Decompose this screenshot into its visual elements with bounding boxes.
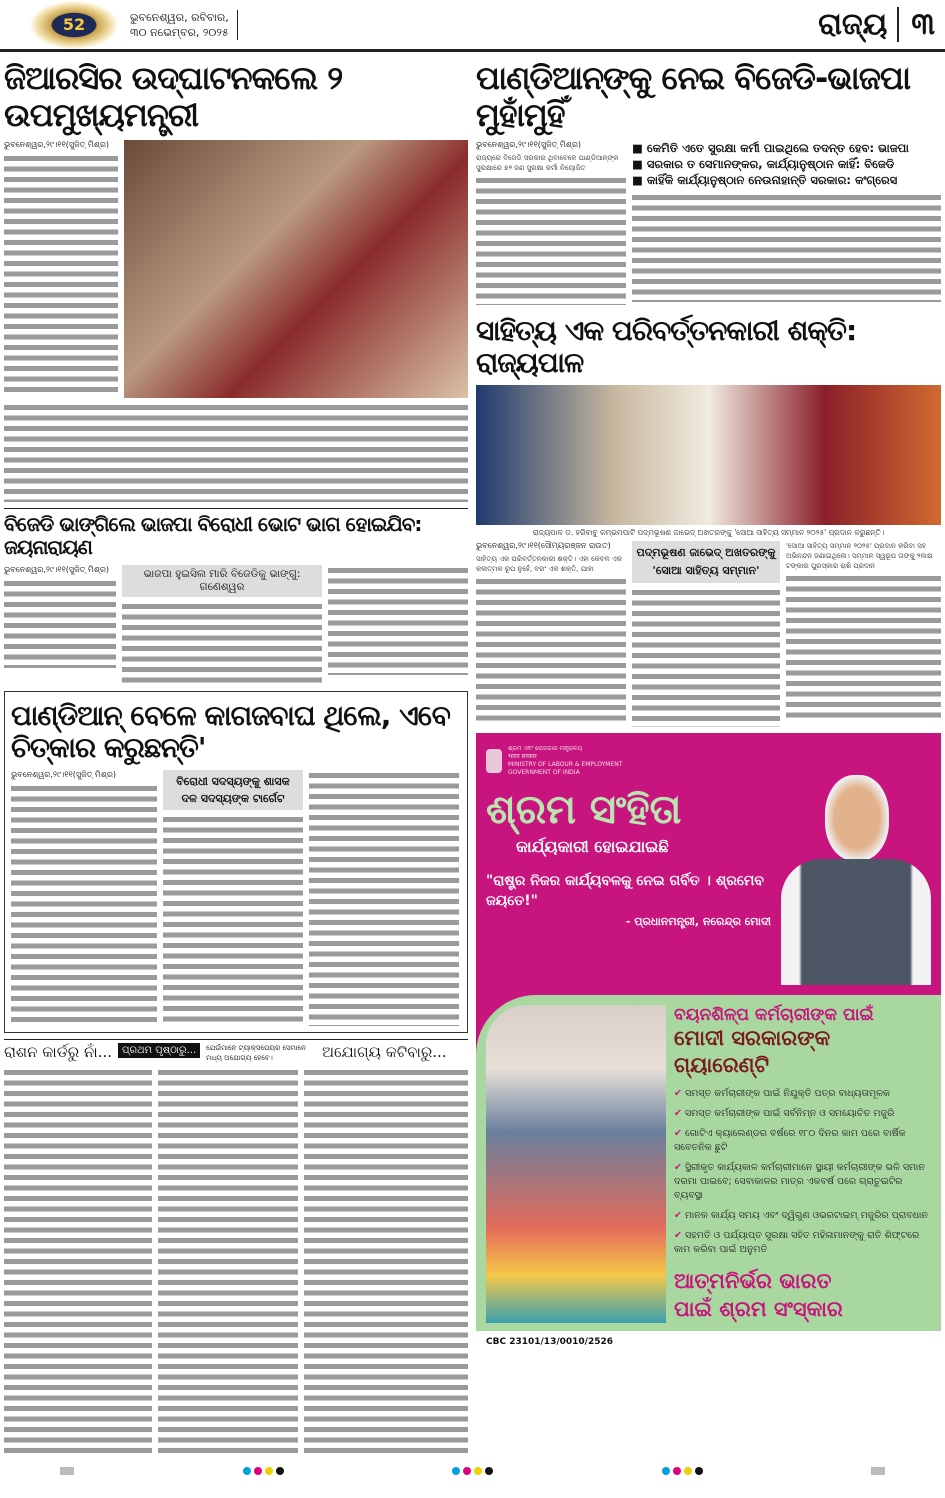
story2-bullets — [632, 140, 941, 188]
guarantee-item: ✔ ସମସ୍ତ କର୍ମଚାରୀଙ୍କ ପାଇଁ ସର୍ବନିମ୍ନ ଓ ସମୟୋଚିତ ମଜୁରି — [674, 1107, 895, 1119]
bullet-item: ■ କେମିତି ଏତେ ସୁରକ୍ଷା କର୍ମୀ ପାଇଥିଲେ ତଦନ୍ତ ହେବ: ଭାଜପା — [632, 140, 909, 155]
story4-body-col2 — [122, 601, 322, 685]
story2-body — [476, 175, 626, 305]
story1-body-cont — [4, 402, 468, 502]
ad-footer: ଆତ୍ମନିର୍ଭର ଭାରତ ପାଇଁ ଶ୍ରମ ସଂସ୍କାର — [674, 1268, 843, 1321]
story3-body-col2 — [632, 587, 780, 727]
cont-tag: ପ୍ରଥମ ପୃଷ୍ଠାରୁ... — [118, 1043, 200, 1058]
story3-headline: ସାହିତ୍ୟ ଏକ ପରିବର୍ତ୍ତନକାରୀ ଶକ୍ତି: ରାଜ୍ୟପାଳ — [476, 313, 857, 379]
labour-code-ad — [476, 733, 941, 1353]
cont-ration-headline: ରାଶନ କାର୍ଡରୁ ନାଁ... — [4, 1042, 113, 1061]
story2-dateline: ଭୁବନେଶ୍ୱର,୨୯।୧୧(ସୁଜିତ୍ ମିଶ୍ର) — [476, 139, 581, 149]
continuations — [4, 1039, 468, 1457]
textile-photo — [486, 1005, 666, 1323]
check-icon: ✔ — [674, 1107, 682, 1119]
ad-quote: "ରାଷ୍ଟ୍ର ନିଜର କାର୍ଯ୍ୟବଳକୁ ନେଇ ଗର୍ବିତ । ଶ୍ରମେବ ଜୟତେ!" — [486, 872, 764, 909]
story5 — [4, 691, 468, 1033]
story1-dateline: ଭୁବନେଶ୍ୱର,୨୯।୧୧(ସୁଜିତ୍ ମିଶ୍ର) — [4, 139, 109, 149]
guarantee-item: ✔ ସମସ୍ତ କର୍ମଚାରୀଙ୍କ ପାଇଁ ନିଯୁକ୍ତି ପତ୍ର ବାଧ୍ୟତାମୂଳକ — [674, 1087, 890, 1099]
story2-lead: ରାଜ୍ୟରେ ବିଜେଡି ସରକାର ଥିବାବେଳେ ପାଣ୍ଡିଆନ୍‌ଙ୍କ ସୁରକ୍ଷାରେ ୭୨ ଜଣ ସୁରକ୍ଷା କର୍ମୀ ନିୟୋଜିତ — [476, 153, 619, 172]
date-line-2: ୩୦ ନଭେମ୍ବର, ୨୦୨୫ — [130, 25, 229, 39]
check-icon: ✔ — [674, 1229, 682, 1241]
green-head-2: ମୋଦୀ ସରକାରଙ୍କ ଗ୍ୟାରେଣ୍ଟି — [674, 1025, 831, 1077]
guarantee-item: ✔ ଗୋଟିଏ କ୍ୟାଲେଣ୍ଡର ବର୍ଷରେ ୧୮୦ ଦିନର କାମ ପରେ ବାର୍ଷିକ ସବେତନିକ ଛୁଟି — [674, 1127, 906, 1153]
story3-caption: ରାଜ୍ୟପାଳ ଡ. ହରିବାବୁ କମ୍ଭମପାଟି ପଦ୍ମଭୂଷଣ ଜାଭେଦ୍ ଅଖତରଙ୍କୁ 'ସୋଆ ସାହିତ୍ୟ ସମ୍ମାନ ୨୦୨୫' ପ୍ରଦାନ କରୁଛନ୍ତି। — [532, 527, 885, 537]
story5-body-col3 — [309, 770, 459, 1026]
story1-body — [4, 153, 118, 393]
page-number: ୩ — [911, 7, 935, 42]
check-icon: ✔ — [674, 1161, 682, 1173]
ad-title: ଶ୍ରମ ସଂହିତା — [486, 786, 682, 833]
guarantee-item: ✔ ମାନକ କାର୍ଯ୍ୟ ସମୟ ଏବଂ ଦ୍ୱିଗୁଣ ଓଭରଟାଇମ୍ ମଜୁରିର ପ୍ରାବଧାନ — [674, 1209, 928, 1221]
bullet-item: ■ କାହିଁକି କାର୍ଯ୍ୟାନୁଷ୍ଠାନ ନେଉନାହାନ୍ତି ସରକାର: କଂଗ୍ରେସ — [632, 172, 898, 187]
story3-body-col3 — [786, 573, 941, 723]
masthead — [0, 0, 945, 52]
check-icon: ✔ — [674, 1087, 682, 1099]
story1-headline: ଜିଆରସିର ଉଦ୍‌ଘାଟନକଲେ ୨ ଉପମୁଖ୍ୟମନ୍ତ୍ରୀ — [4, 59, 343, 134]
story5-body-col2 — [163, 814, 303, 1024]
story2-headline: ପାଣ୍ଡିଆନ୍‌ଙ୍କୁ ନେଇ ବିଜେଡି-ଭାଜପା ମୁହାଁମୁହିଁ — [476, 59, 911, 134]
anniversary-logo: 52 — [30, 1, 118, 49]
story4-dateline: ଭୁବନେଶ୍ୱର,୨୯।୧୧(ସୁଜିତ୍ ମିଶ୍ର) — [4, 564, 109, 574]
pm-portrait — [781, 775, 931, 985]
guarantee-item: ✔ ସ୍ଥିରୀକୃତ କାର୍ଯ୍ୟକାଳ କର୍ମଚାରୀମାନେ ସ୍ଥାୟୀ କର୍ମଚାରୀଙ୍କ ଭଳି ସମାନ ଦରମା ପାଇବେ; ସେବାକାଳର ମାତ୍ର ଏକବର୍ଷ ପରେ ଗ୍ରାଚୁଇଟିର ବ୍ୟବସ୍ଥା — [674, 1161, 925, 1201]
story4-body — [4, 578, 116, 668]
story5-dateline: ଭୁବନେଶ୍ୱର,୨୯।୧୧(ସୁଜିତ୍ ମିଶ୍ର) — [11, 769, 116, 779]
story5-body — [11, 783, 157, 1023]
story1-photo — [124, 140, 468, 398]
story5-headline: ପାଣ୍ଡିଆନ୍ ବେଳେ କାଗଜବାଘ ଥିଲେ, ଏବେ ଚିତ୍କାର କରୁଛନ୍ତି' — [11, 698, 450, 764]
section-name: ରାଜ୍ୟ — [818, 7, 899, 42]
story4-body-col3 — [328, 565, 468, 675]
subhead-line: 'ସୋଆ ସାହିତ୍ୟ ସମ୍ମାନ' — [652, 563, 760, 577]
story3-subhead — [632, 541, 780, 583]
cont-body-col1 — [4, 1067, 152, 1457]
check-icon: ✔ — [674, 1127, 682, 1139]
cont-body-col2 — [158, 1067, 298, 1457]
story5-subhead: ବିରୋଧୀ ସଦସ୍ୟଙ୍କୁ ଶାସକ ଦଳ ସଦସ୍ୟଙ୍କ ଟାର୍ଗେଟ — [163, 770, 303, 810]
story3-lead: ସାହିତ୍ୟ ଏକ ପରିବର୍ତ୍ତନକାରୀ ଶକ୍ତି। ଏହା କେବଳ ଏକ କଳାତ୍ମକ ରୂପ ନୁହେଁ, ବରଂ ଏକ ଶକ୍ତି, ଯାହା — [476, 554, 622, 573]
print-registration-marks — [0, 1457, 945, 1487]
story3-col3-lead: 'ସୋଆ ସାହିତ୍ୟ ସମ୍ମାନ ୨୦୨୫' ପ୍ରଦାନ କରିବା ସହ ଅଭିନନ୍ଦନ ଜଣାଇଥିଲେ। ସମ୍ମାନ ସ୍ୱରୂପ ତାଙ୍କୁ ୨ଲକ୍ଷ ଟଙ୍କାର ପୁରସ୍କାର ରାଶି ପ୍ରଦାନ — [786, 541, 933, 570]
green-panel — [476, 995, 941, 1331]
story4 — [4, 508, 468, 685]
story4-headline: ବିଜେଡି ଭାଙ୍ଗିଲେ ଭାଜପା ବିରୋଧୀ ଭୋଟ ଭାଗ ହୋଇଯିବ: ଜୟନାରାୟଣ — [4, 511, 422, 559]
emblem-icon — [486, 749, 502, 773]
masthead-date — [130, 10, 238, 40]
cont-mid: ଯେଉଁମାନେ ଟ୍ୟାକ୍ସପେୟର ସେମାନେ ମଧ୍ୟ ଅଯୋଗ୍ୟ ହେବେ। — [206, 1043, 306, 1062]
story3-dateline: ଭୁବନେଶ୍ୱର,୨୯।୧୧(ସୌମ୍ୟରଞ୍ଜନ ରାଉତ) — [476, 540, 611, 550]
ad-code: CBC 23101/13/0010/2526 — [476, 1331, 941, 1353]
bullet-item: ■ ସରକାର ତ ସେମାନଙ୍କର, କାର୍ଯ୍ୟାନୁଷ୍ଠାନ କାହିଁ: ବିଜେଡି — [632, 156, 895, 171]
guarantee-item: ✔ ସହମତି ଓ ପର୍ଯ୍ୟାପ୍ତ ସୁରକ୍ଷା ସହିତ ମହିଳାମାନଙ୍କୁ ରାତି ଶିଫ୍ଟରେ କାମ କରିବା ପାଇଁ ଅନୁମତି — [674, 1229, 920, 1255]
subhead-line: ପଦ୍ମଭୂଷଣ ଜାଭେଦ୍ ଅଖତରଙ୍କୁ — [636, 545, 776, 559]
story1 — [4, 56, 468, 502]
story4-subhead: ଭାଜପା ହୁଇସିଲ ମାରି ବିଜେଡିକୁ ଭାଙ୍ଗୁ: ଗଣେଶ୍ୱର — [122, 565, 322, 597]
guarantee-list — [674, 1087, 931, 1257]
check-icon: ✔ — [674, 1209, 682, 1221]
cont-ineligible-headline: ଅଯୋଗ୍ୟ କଟିବାରୁ... — [322, 1042, 447, 1061]
story2-body-cont — [632, 192, 941, 302]
story2 — [476, 56, 941, 305]
ad-attribution: - ପ୍ରଧାନମନ୍ତ୍ରୀ, ନରେନ୍ଦ୍ର ମୋଦୀ — [625, 914, 771, 928]
green-head-1: ବୟନଶିଳ୍ପ କର୍ମଚାରୀଙ୍କ ପାଇଁ — [674, 1004, 874, 1025]
date-line-1: ଭୁବନେଶ୍ୱର, ରବିବାର, — [130, 10, 229, 24]
ad-subtitle: କାର୍ଯ୍ୟକାରୀ ହୋଇଯାଇଛି — [516, 836, 669, 856]
story3-body — [476, 576, 626, 726]
ministry-block: ଶ୍ରମ ଏବଂ ରୋଜଗାର ମନ୍ତ୍ରାଳୟ भारत सरकार MINISTRY OF LABOUR & EMPLOYMENT GOVERNMENT OF INDIA — [508, 744, 623, 776]
story3-photo — [476, 385, 941, 525]
story3 — [476, 311, 941, 727]
cont-body-col3 — [304, 1067, 468, 1457]
